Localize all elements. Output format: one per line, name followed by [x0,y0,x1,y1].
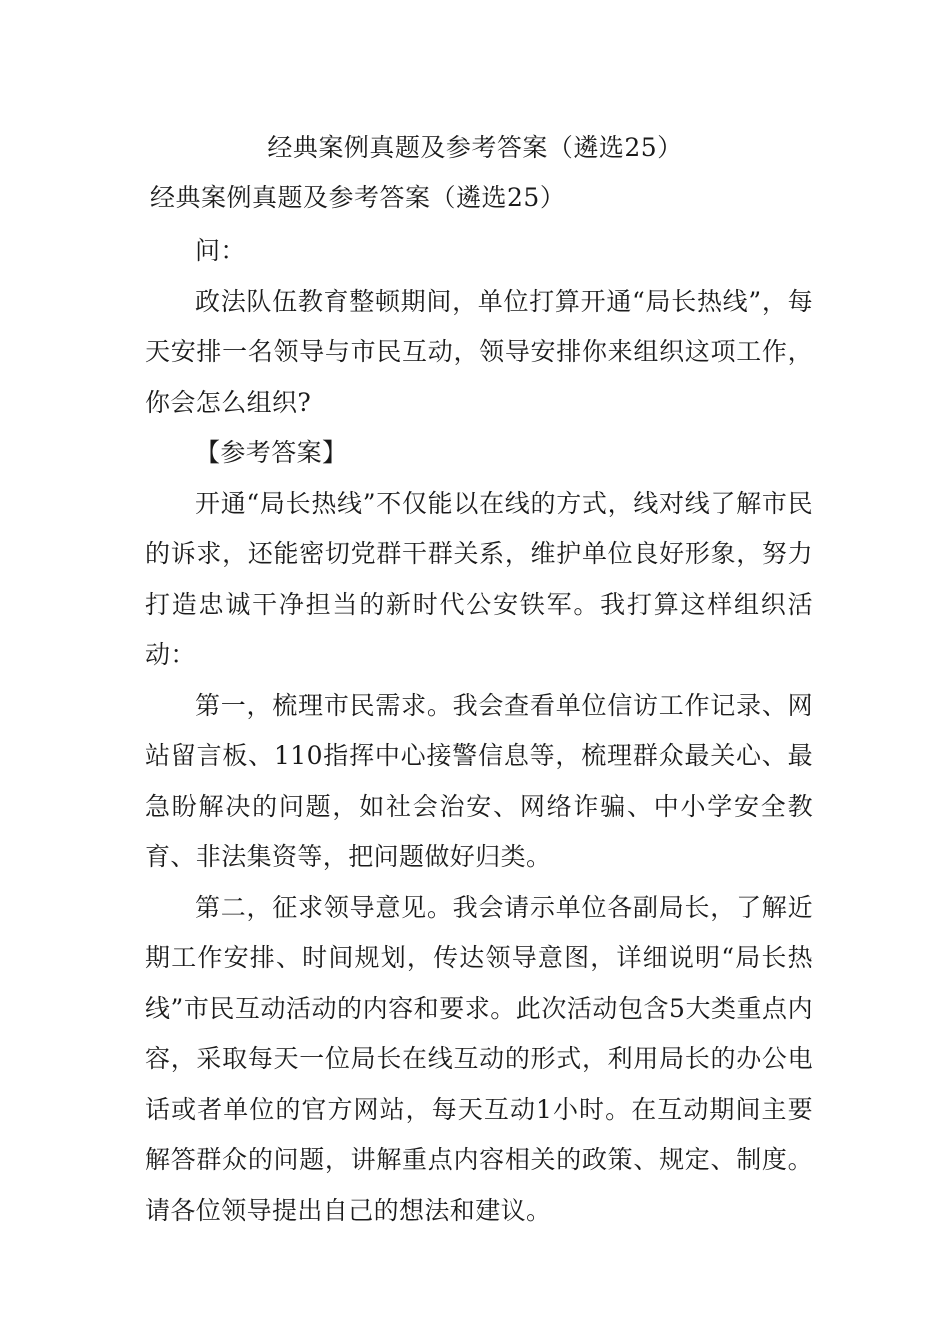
answer-intro-paragraph: 开通“局长热线”不仅能以在线的方式，线对线了解市民的诉求，还能密切党群干群关系，维护单位良好形象，努力打造忠诚干净担当的新时代公安铁军。我打算这样组织活动： [145,488,813,669]
answer-point-two-paragraph: 第二，征求领导意见。我会请示单位各副局长，了解近期工作安排、时间规划，传达领导意图，详细说明“局长热线”市民互动活动的内容和要求。此次活动包含5大类重点内容，采取每天一位局长在线互动的形式，利用局长的办公电话或者单位的官方网站，每天互动1小时。在互动期间主要解答群众的问题，讲解重点内容相关的政策、规定、制度。请各位领导提出自己的想法和建议。 [145,892,813,1225]
question-label: 问： [195,236,246,265]
question-text: 政法队伍教育整顿期间，单位打算开通“局长热线”，每天安排一名领导与市民互动，领导安排你来组织这项工作，你会怎么组织? [145,286,813,417]
document-subtitle: 经典案例真题及参考答案（遴选25） [150,183,566,212]
document-title: 经典案例真题及参考答案（遴选25） [267,133,683,162]
answer-heading: 【参考答案】 [195,438,348,467]
answer-point-one-paragraph: 第一，梳理市民需求。我会查看单位信访工作记录、网站留言板、110指挥中心接警信息等，梳理群众最关心、最急盼解决的问题，如社会治安、网络诈骗、中小学安全教育、非法集资等，把问题做好归类。 [145,690,813,871]
document-body [145,226,813,1236]
